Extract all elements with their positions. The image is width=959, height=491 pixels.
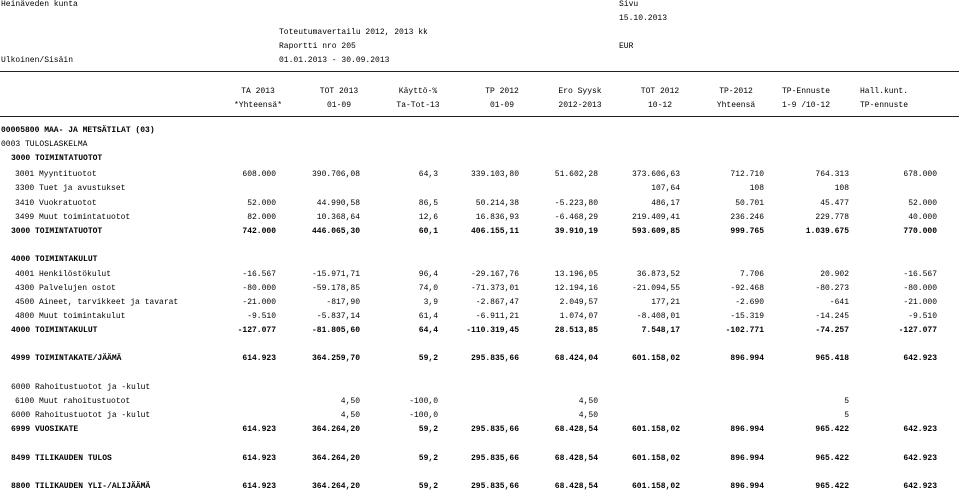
cell-value: 593.609,85 [631, 227, 680, 236]
cell-value: 295.835,66 [470, 425, 519, 434]
cell-value: -92.468 [730, 284, 764, 293]
cell-value: 40.000 [908, 213, 937, 222]
cell-value: -21.094,55 [631, 284, 680, 293]
cell-value: 28.513,85 [554, 326, 598, 335]
cell-value: -74.257 [815, 326, 849, 335]
cell-value: 108 [749, 184, 764, 193]
cell-value: 486,17 [651, 199, 680, 208]
cell-value: 896.994 [730, 425, 764, 434]
cell-value: 219.409,41 [631, 213, 680, 222]
cell-value: 373.606,63 [631, 170, 680, 179]
cell-value: -100,0 [409, 397, 438, 406]
column-header-top: TP 2012 [485, 87, 519, 96]
column-header-top: TOT 2013 [319, 87, 359, 96]
cell-value: 364.259,70 [311, 354, 360, 363]
cell-value: -110.319,45 [466, 326, 519, 335]
row-label: 3499 Muut toimintatuotot [15, 213, 131, 222]
report-number: Raportti nro 205 [279, 42, 356, 51]
cell-value: 642.923 [903, 425, 937, 434]
cell-value: 678.000 [903, 170, 937, 179]
row-label: 4000 TOIMINTAKULUT [11, 255, 98, 264]
column-header-bottom: 1-9 /10-12 [781, 101, 830, 110]
cell-value: -80.000 [242, 284, 276, 293]
cell-value: 52.000 [908, 199, 937, 208]
cell-value: 764.313 [815, 170, 849, 179]
cell-value: 50.214,38 [475, 199, 519, 208]
cell-value: -59.178,85 [311, 284, 360, 293]
cell-value: -16.567 [903, 270, 937, 279]
column-header-bottom: TP-ennuste [859, 101, 908, 110]
cell-value: 5 [844, 397, 849, 406]
cell-value: -81.805,60 [311, 326, 360, 335]
cell-value: 999.765 [730, 227, 764, 236]
row-label: 00005800 MAA- JA METSÄTILAT (03) [1, 126, 155, 135]
row-label: 8499 TILIKAUDEN TULOS [11, 454, 112, 463]
cell-value: 107,64 [651, 184, 680, 193]
cell-value: 642.923 [903, 482, 937, 491]
row-label: 4001 Henkilöstökulut [15, 270, 112, 279]
cell-value: 5 [844, 411, 849, 420]
cell-value: 601.158,02 [631, 454, 680, 463]
cell-value: 64,3 [418, 170, 438, 179]
cell-value: 36.873,52 [636, 270, 680, 279]
cell-value: -8.408,01 [636, 312, 680, 321]
cell-value: 59,2 [418, 454, 438, 463]
cell-value: 51.602,28 [554, 170, 598, 179]
cell-value: -14.245 [815, 312, 849, 321]
cell-value: -6.468,29 [554, 213, 598, 222]
column-header-bottom: *Yhteensä* [233, 101, 282, 110]
cell-value: 16.836,93 [475, 213, 519, 222]
cell-value: 96,4 [418, 270, 438, 279]
company-name: Heinäveden kunta [1, 0, 78, 9]
cell-value: 642.923 [903, 454, 937, 463]
cell-value: 614.923 [242, 454, 276, 463]
cell-value: 20.902 [820, 270, 849, 279]
cell-value: 59,2 [418, 482, 438, 491]
cell-value: 45.477 [820, 199, 849, 208]
report-title: Toteutumavertailu 2012, 2013 kk [279, 28, 428, 37]
cell-value: 60,1 [418, 227, 438, 236]
cell-value: 601.158,02 [631, 482, 680, 491]
cell-value: -9.510 [247, 312, 276, 321]
cell-value: 4,50 [578, 397, 598, 406]
cell-value: 4,50 [578, 411, 598, 420]
cell-value: 3,9 [423, 298, 438, 307]
cell-value: 4,50 [340, 397, 360, 406]
cell-value: 13.196,05 [554, 270, 598, 279]
column-header-top: TA 2013 [241, 87, 275, 96]
cell-value: -641 [829, 298, 849, 307]
cell-value: -127.077 [237, 326, 276, 335]
cell-value: -80.000 [903, 284, 937, 293]
row-label: 3300 Tuet ja avustukset [15, 184, 126, 193]
header-divider-top [0, 71, 959, 72]
cell-value: 364.264,20 [311, 425, 360, 434]
cell-value: 339.103,80 [470, 170, 519, 179]
column-header-top: TP-Ennuste [781, 87, 830, 96]
column-header-bottom: 10-12 [647, 101, 672, 110]
column-header-bottom: 01-09 [326, 101, 351, 110]
row-label: 4800 Muut toimintakulut [15, 312, 126, 321]
cell-value: 74,0 [418, 284, 438, 293]
cell-value: 896.994 [730, 354, 764, 363]
cell-value: -817,90 [326, 298, 360, 307]
cell-value: 44.990,58 [316, 199, 360, 208]
cell-value: -71.373,01 [470, 284, 519, 293]
cell-value: 614.923 [242, 354, 276, 363]
cell-value: 295.835,66 [470, 454, 519, 463]
cell-value: -2.867,47 [475, 298, 519, 307]
column-header-bottom: 01-09 [489, 101, 514, 110]
row-label: 6100 Muut rahoitustuotot [15, 397, 131, 406]
cell-value: 86,5 [418, 199, 438, 208]
cell-value: 229.778 [815, 213, 849, 222]
cell-value: -5.223,80 [554, 199, 598, 208]
header-divider-bottom [0, 116, 959, 117]
column-header-top: Hall.kunt. [859, 87, 908, 96]
cell-value: 61,4 [418, 312, 438, 321]
cell-value: 59,2 [418, 354, 438, 363]
cell-value: 1.039.675 [805, 227, 849, 236]
cell-value: 608.000 [242, 170, 276, 179]
row-label: 3410 Vuokratuotot [15, 199, 97, 208]
report-date: 15.10.2013 [619, 14, 668, 23]
cell-value: -29.167,76 [470, 270, 519, 279]
cell-value: -127.077 [898, 326, 937, 335]
cell-value: 742.000 [242, 227, 276, 236]
cell-value: -21.000 [242, 298, 276, 307]
cell-value: 896.994 [730, 454, 764, 463]
cell-value: 68.428,54 [554, 482, 598, 491]
cell-value: 642.923 [903, 354, 937, 363]
cell-value: 965.418 [815, 354, 849, 363]
row-label: 6999 VUOSIKATE [11, 425, 79, 434]
cell-value: 965.422 [815, 454, 849, 463]
row-label: 4500 Aineet, tarvikkeet ja tavarat [15, 298, 179, 307]
cell-value: 59,2 [418, 425, 438, 434]
cell-value: -5.837,14 [316, 312, 360, 321]
cell-value: 1.074,07 [559, 312, 598, 321]
column-header-bottom: Yhteensä [716, 101, 756, 110]
cell-value: 406.155,11 [470, 227, 519, 236]
cell-value: -16.567 [242, 270, 276, 279]
cell-value: -15.319 [730, 312, 764, 321]
row-label: 4000 TOIMINTAKULUT [11, 326, 98, 335]
cell-value: 2.049,57 [559, 298, 598, 307]
cell-value: 68.424,04 [554, 354, 598, 363]
row-label: 3000 TOIMINTATUOTOT [11, 227, 103, 236]
cell-value: 7.548,17 [641, 326, 680, 335]
cell-value: 712.710 [730, 170, 764, 179]
cell-value: 177,21 [651, 298, 680, 307]
row-label: 3001 Myyntituotot [15, 170, 97, 179]
row-label: 6000 Rahoitustuotot ja -kulut [11, 411, 151, 420]
cell-value: 7.706 [739, 270, 764, 279]
cell-value: 64,4 [418, 326, 438, 335]
cell-value: 4,50 [340, 411, 360, 420]
row-label: 4999 TOIMINTAKATE/JÄÄMÄ [11, 354, 122, 363]
cell-value: 770.000 [903, 227, 937, 236]
column-header-top: Ero Syysk [558, 87, 602, 96]
scope: Ulkoinen/Sisäin [1, 56, 74, 65]
cell-value: 364.264,20 [311, 482, 360, 491]
cell-value: -15.971,71 [311, 270, 360, 279]
row-label: 0003 TULOSLASKELMA [1, 140, 88, 149]
cell-value: 68.428,54 [554, 454, 598, 463]
cell-value: 446.065,30 [311, 227, 360, 236]
cell-value: 10.368,64 [316, 213, 360, 222]
cell-value: 614.923 [242, 425, 276, 434]
cell-value: -80.273 [815, 284, 849, 293]
cell-value: 364.264,20 [311, 454, 360, 463]
currency: EUR [619, 42, 634, 51]
cell-value: 68.428,54 [554, 425, 598, 434]
cell-value: 12.194,16 [554, 284, 598, 293]
cell-value: 295.835,66 [470, 354, 519, 363]
column-header-bottom: 2012-2013 [558, 101, 602, 110]
cell-value: -2.690 [735, 298, 764, 307]
cell-value: 12,6 [418, 213, 438, 222]
cell-value: -9.510 [908, 312, 937, 321]
page-label: Sivu [619, 0, 639, 9]
period: 01.01.2013 - 30.09.2013 [279, 56, 390, 65]
column-header-top: TP-2012 [719, 87, 753, 96]
cell-value: -100,0 [409, 411, 438, 420]
cell-value: -102.771 [725, 326, 764, 335]
cell-value: 82.000 [247, 213, 276, 222]
cell-value: 236.246 [730, 213, 764, 222]
cell-value: -21.000 [903, 298, 937, 307]
row-label: 4300 Palvelujen ostot [15, 284, 116, 293]
column-header-top: TOT 2012 [640, 87, 680, 96]
cell-value: 601.158,02 [631, 354, 680, 363]
cell-value: 601.158,02 [631, 425, 680, 434]
cell-value: 108 [834, 184, 849, 193]
cell-value: 965.422 [815, 482, 849, 491]
cell-value: -6.911,21 [475, 312, 519, 321]
column-header-bottom: Ta-Tot-13 [396, 101, 440, 110]
cell-value: 52.000 [247, 199, 276, 208]
cell-value: 965.422 [815, 425, 849, 434]
cell-value: 295.835,66 [470, 482, 519, 491]
cell-value: 896.994 [730, 482, 764, 491]
cell-value: 50.701 [735, 199, 764, 208]
column-header-top: Käyttö-% [398, 87, 438, 96]
row-label: 8800 TILIKAUDEN YLI-/ALIJÄÄMÄ [11, 482, 151, 491]
row-label: 6000 Rahoitustuotot ja -kulut [11, 383, 151, 392]
cell-value: 390.706,08 [311, 170, 360, 179]
row-label: 3000 TOIMINTATUOTOT [11, 154, 103, 163]
cell-value: 39.910,19 [554, 227, 598, 236]
cell-value: 614.923 [242, 482, 276, 491]
